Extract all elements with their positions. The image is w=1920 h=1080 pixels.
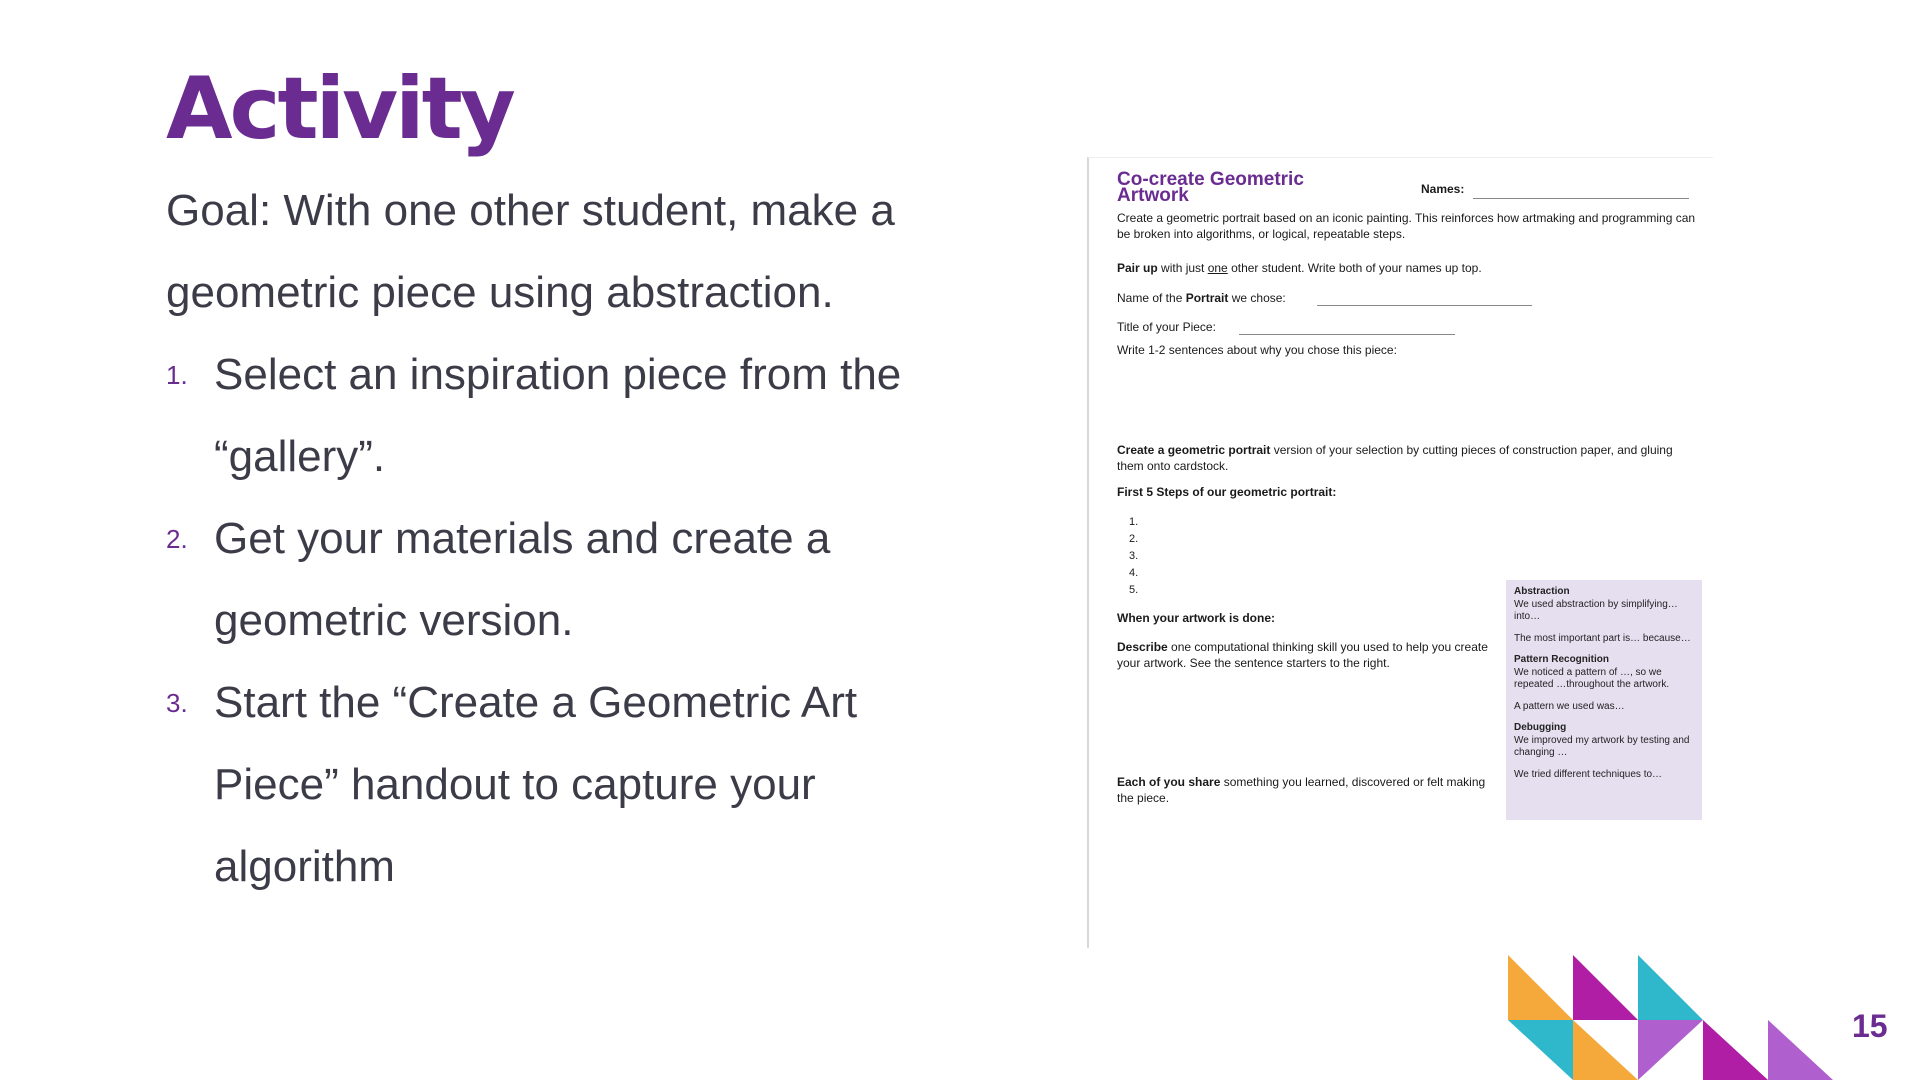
portrait-name-blank-line xyxy=(1317,305,1532,306)
worksheet-preview xyxy=(1087,157,1713,948)
sentence-starters-box xyxy=(1506,580,1702,820)
worksheet-step-number: 1. xyxy=(1129,516,1139,528)
step-item xyxy=(166,334,986,498)
create-text: version of your selection by cutting pieces of construction paper, and gluing them onto cardstock. xyxy=(1117,443,1673,473)
pair-up-text: with just xyxy=(1157,261,1208,275)
step-text: Start the “Create a Geometric Art Piece” handout to capture your algorithm xyxy=(214,678,858,891)
worksheet-names-label: Names: xyxy=(1421,182,1465,196)
share-text: something you learned, discovered or felt making the piece. xyxy=(1117,775,1486,805)
starter-text: The most important part is… because… xyxy=(1514,632,1691,644)
starter-heading: Abstraction xyxy=(1514,586,1570,597)
goal-text: Goal: With one other student, make a geometric piece using abstraction. xyxy=(166,186,895,317)
worksheet-share xyxy=(1117,774,1497,806)
slide-title: Activity xyxy=(166,59,513,159)
starter-heading: Pattern Recognition xyxy=(1514,654,1610,665)
piece-title-blank-line xyxy=(1239,334,1455,335)
share-bold: Each of you share xyxy=(1117,775,1221,789)
worksheet-step-number: 2. xyxy=(1129,533,1139,545)
pair-up-text-end: other student. Write both of your names up top. xyxy=(1227,261,1482,275)
starter-text: A pattern we used was… xyxy=(1514,700,1625,712)
worksheet-first-steps: First 5 Steps of our geometric portrait: xyxy=(1117,485,1337,499)
triangle-shape xyxy=(1573,1020,1638,1080)
step-number: 1. xyxy=(166,360,188,390)
worksheet-step-number: 5. xyxy=(1129,584,1139,596)
names-blank-line xyxy=(1473,198,1689,199)
worksheet-intro: Create a geometric portrait based on an iconic painting. This reinforces how artmaking and programming can be broken into algorithms, or logical, repeatable steps. xyxy=(1117,211,1696,241)
worksheet-portrait-name xyxy=(1117,290,1697,306)
portrait-name-bold: Portrait xyxy=(1185,291,1229,305)
starter-text: We tried different techniques to… xyxy=(1514,768,1663,780)
worksheet-step-number: 3. xyxy=(1129,550,1139,562)
step-number: 2. xyxy=(166,524,188,554)
triangle-shape xyxy=(1508,955,1573,1020)
step-item xyxy=(166,498,986,662)
worksheet-piece-title: Title of your Piece: xyxy=(1117,320,1216,334)
worksheet-when-done: When your artwork is done: xyxy=(1117,611,1276,625)
step-text: Select an inspiration piece from the “gallery”. xyxy=(214,350,902,481)
describe-bold: Describe xyxy=(1117,640,1168,654)
triangle-shape xyxy=(1703,1020,1768,1080)
starter-heading: Debugging xyxy=(1514,722,1567,733)
worksheet-title: Co-create Geometric Artwork xyxy=(1117,169,1304,206)
worksheet-step-number: 4. xyxy=(1129,567,1139,579)
starter-text: We used abstraction by simplifying… into… xyxy=(1514,598,1678,622)
page-number: 15 xyxy=(1852,1008,1888,1044)
worksheet-why: Write 1-2 sentences about why you chose this piece: xyxy=(1117,343,1397,357)
triangle-shape xyxy=(1573,955,1638,1020)
triangle-shape xyxy=(1638,955,1703,1020)
starter-text: We noticed a pattern of …, so we repeated …throughout the artwork. xyxy=(1514,666,1670,690)
steps-list xyxy=(166,334,986,908)
describe-text: one computational thinking skill you used to help you create your artwork. See the sentence starters to the right. xyxy=(1117,640,1488,670)
starter-text: We improved my artwork by testing and changing … xyxy=(1514,734,1690,758)
pair-up-underline: one xyxy=(1207,261,1228,275)
triangle-shape xyxy=(1508,1020,1573,1080)
portrait-name-text-end: we chose: xyxy=(1228,291,1286,305)
worksheet-step-numbers xyxy=(1129,514,1138,599)
worksheet-describe xyxy=(1117,639,1497,671)
portrait-name-text: Name of the xyxy=(1117,291,1186,305)
slide-content xyxy=(166,170,986,908)
step-item xyxy=(166,662,986,908)
worksheet-create xyxy=(1117,442,1697,474)
step-text: Get your materials and create a geometric version. xyxy=(214,514,831,645)
pair-up-bold: Pair up xyxy=(1117,261,1158,275)
triangle-shape xyxy=(1768,1020,1833,1080)
step-number: 3. xyxy=(166,688,188,718)
triangle-shape xyxy=(1638,1020,1703,1080)
create-bold: Create a geometric portrait xyxy=(1117,443,1271,457)
worksheet-pair-up xyxy=(1117,260,1697,276)
geometric-triangles-decoration xyxy=(1508,955,1848,1080)
